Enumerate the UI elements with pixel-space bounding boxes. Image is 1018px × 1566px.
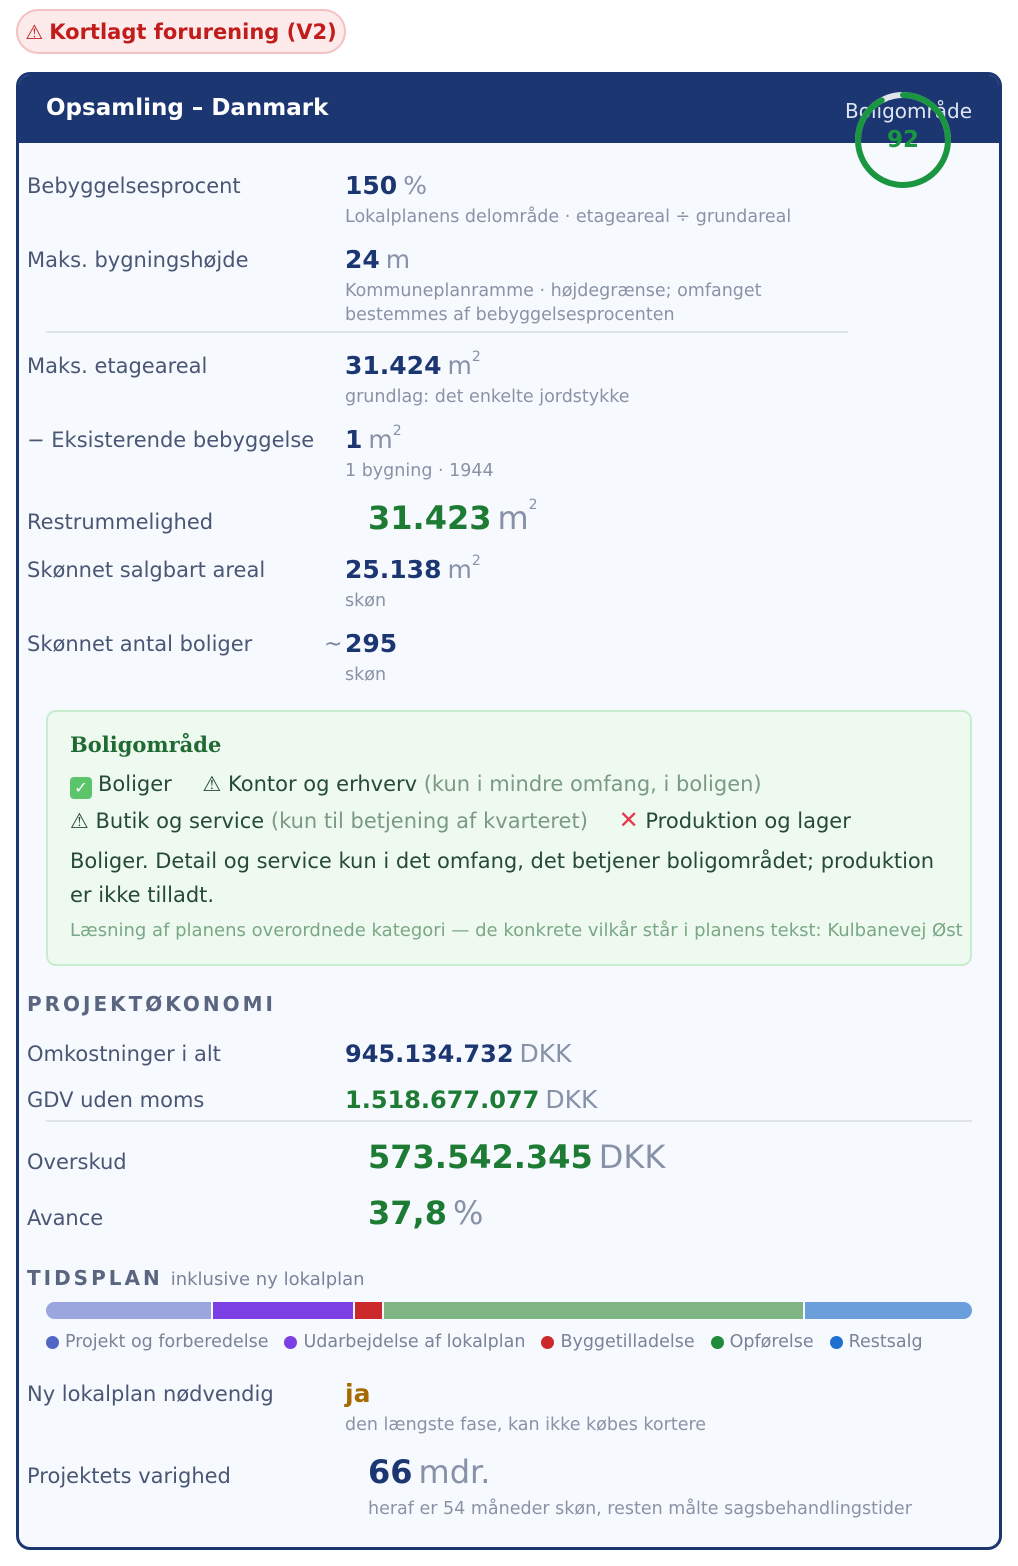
- salgbart-note: skøn: [345, 591, 387, 611]
- warning-icon: ⚠: [202, 772, 222, 796]
- use-kontor: ⚠ Kontor og erhverv (kun i mindre omfang, i boligen): [202, 772, 762, 796]
- legend-item: Projekt og forberedelse: [46, 1332, 268, 1352]
- warning-icon: ⚠: [25, 19, 44, 44]
- check-icon: ✓: [70, 777, 92, 799]
- eksisterende-label: − Eksisterende bebyggelse: [27, 428, 315, 452]
- legend-item: Restsalg: [830, 1332, 923, 1352]
- bebyggelsesprocent-note: Lokalplanens delområde · etageareal ÷ grundareal: [345, 207, 792, 227]
- hoejde-label: Maks. bygningshøjde: [27, 248, 249, 272]
- economy-heading: PROJEKTØKONOMI: [27, 992, 276, 1016]
- legend-dot: [284, 1336, 297, 1349]
- cross-icon: ✕: [618, 806, 639, 834]
- hoejde-note-line-1: Kommuneplanramme · højdegrænse; omfanget: [345, 281, 762, 301]
- timeline-heading: TIDSPLAN inklusive ny lokalplan: [27, 1266, 365, 1290]
- legend-dot: [830, 1336, 843, 1349]
- approx-sign: ~: [324, 632, 343, 657]
- legend-dot: [541, 1336, 554, 1349]
- use-boliger: ✓ Boliger: [70, 772, 172, 796]
- varighed-note: heraf er 54 måneder skøn, resten målte sagsbehandlingstider: [368, 1499, 912, 1519]
- zone-title: Boligområde: [70, 732, 222, 757]
- timeline-segment: [46, 1302, 211, 1319]
- hoejde-value: 24 m: [345, 245, 411, 274]
- restrum-label: Restrummelighed: [27, 510, 214, 534]
- divider: [46, 331, 848, 333]
- omkostninger-value: 945.134.732 DKK: [345, 1039, 572, 1068]
- card-header: [19, 75, 999, 143]
- gdv-value: 1.518.677.077 DKK: [345, 1085, 598, 1114]
- zone-type-label: Boligområde: [845, 99, 972, 123]
- legend-dot: [711, 1336, 724, 1349]
- boliger-note: skøn: [345, 665, 387, 685]
- omkostninger-label: Omkostninger i alt: [27, 1042, 221, 1066]
- timeline-legend: [46, 1332, 923, 1352]
- timeline-segment: [384, 1302, 803, 1319]
- warning-icon: ⚠: [70, 809, 89, 833]
- zone-description: Boliger. Detail og service kun i det omfang, det betjener boligområdet; produktion er ikke tilladt.: [70, 849, 935, 907]
- contamination-alert-badge[interactable]: [16, 9, 346, 54]
- varighed-value: 66 mdr.: [368, 1453, 491, 1491]
- alert-label: Kortlagt forurening (V2): [49, 19, 337, 44]
- salgbart-value: 25.138 $m^2$: [345, 553, 481, 584]
- avance-label: Avance: [27, 1206, 104, 1230]
- legend-item: Byggetilladelse: [541, 1332, 694, 1352]
- lokalplan-value: ja: [345, 1379, 371, 1408]
- lokalplan-note: den længste fase, kan ikke købes kortere: [345, 1415, 707, 1435]
- gdv-label: GDV uden moms: [27, 1088, 205, 1112]
- timeline-segment: [355, 1302, 382, 1319]
- overskud-label: Overskud: [27, 1150, 127, 1174]
- legend-item: Udarbejdelse af lokalplan: [284, 1332, 525, 1352]
- etageareal-label: Maks. etageareal: [27, 354, 208, 378]
- lokalplan-label: Ny lokalplan nødvendig: [27, 1382, 274, 1406]
- zone-uses-row-2: [70, 806, 851, 834]
- avance-value: 37,8 %: [368, 1194, 484, 1232]
- eksisterende-value: 1 $m^2$: [345, 423, 402, 454]
- salgbart-label: Skønnet salgbart areal: [27, 558, 266, 582]
- hoejde-note-line-2: bestemmes af bebyggelsesprocenten: [345, 305, 675, 325]
- card-title: Opsamling – Danmark: [46, 95, 329, 121]
- score-value: 92: [886, 127, 919, 153]
- boliger-label: Skønnet antal boliger: [27, 632, 253, 656]
- overskud-value: 573.542.345 DKK: [368, 1138, 666, 1176]
- zone-uses-row-1: [70, 772, 762, 799]
- legend-item: Opførelse: [711, 1332, 814, 1352]
- divider: [46, 1120, 972, 1122]
- bebyggelsesprocent-value: 150 %: [345, 171, 427, 200]
- etageareal-value: 31.424 $m^2$: [345, 349, 481, 380]
- timeline-segment: [213, 1302, 353, 1319]
- use-produktion: ✕ Produktion og lager: [618, 806, 851, 834]
- use-butik: ⚠ Butik og service (kun til betjening af kvarteret): [70, 809, 588, 833]
- zone-footnote: Læsning af planens overordnede kategori — de konkrete vilkår står i planens tekst: Kulbanevej Øst: [70, 920, 963, 941]
- zone-info-box: [46, 710, 972, 966]
- timeline-subheading: inklusive ny lokalplan: [170, 1269, 365, 1290]
- restrum-value: 31.423 $m^2$: [368, 497, 538, 537]
- eksisterende-note: 1 bygning · 1944: [345, 461, 494, 481]
- etageareal-note: grundlag: det enkelte jordstykke: [345, 387, 630, 407]
- varighed-label: Projektets varighed: [27, 1464, 231, 1488]
- legend-dot: [46, 1336, 59, 1349]
- bebyggelsesprocent-label: Bebyggelsesprocent: [27, 174, 241, 198]
- timeline-segment: [805, 1302, 972, 1319]
- boliger-value: 295: [345, 629, 398, 658]
